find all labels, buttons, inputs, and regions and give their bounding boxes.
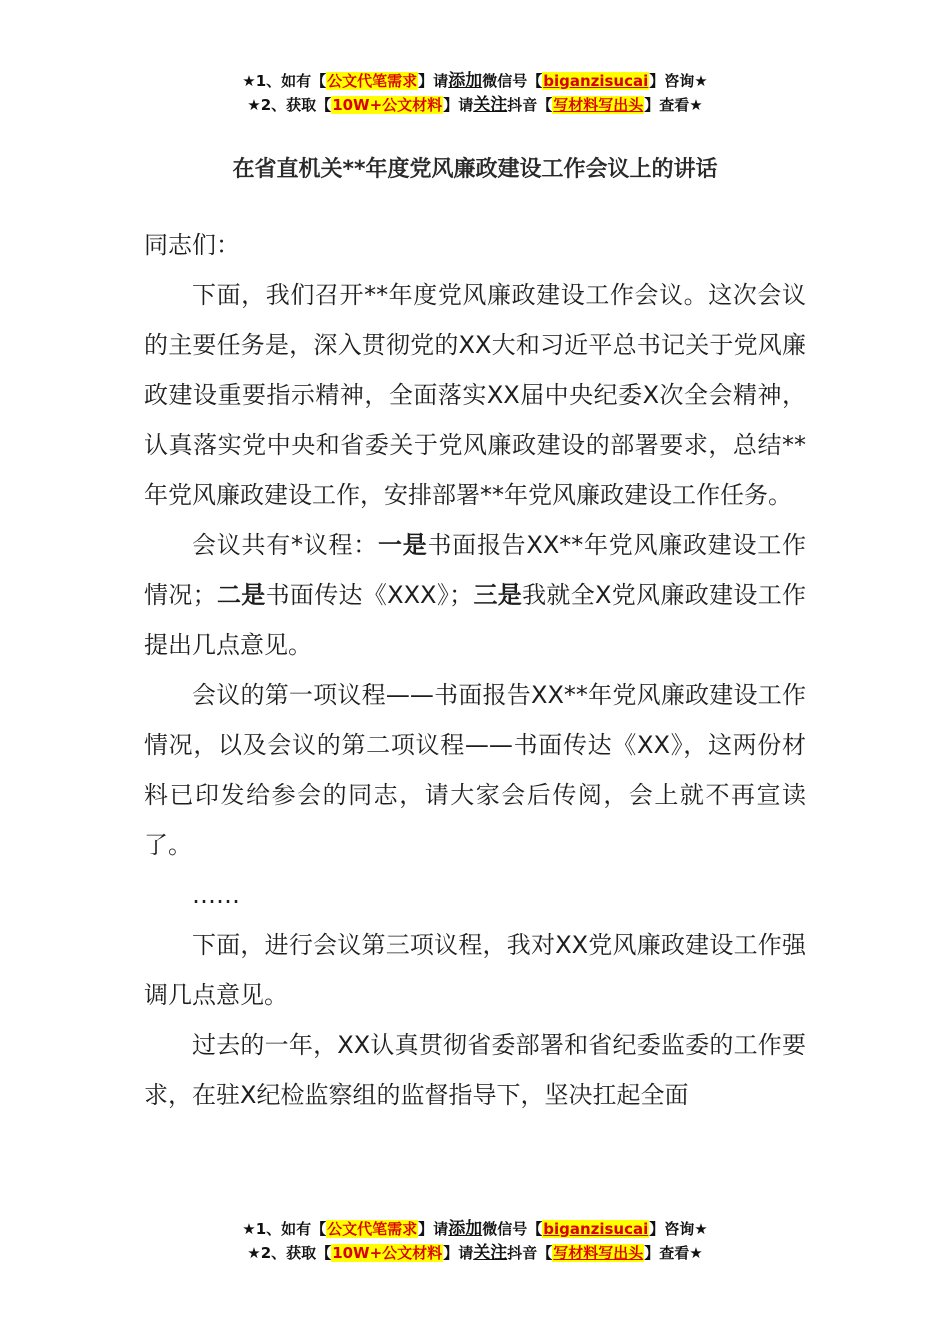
star-icon: ★	[247, 96, 261, 114]
promo-line-1: ★1、如有【公文代笔需求】请添加微信号【biganzisucai】咨询★	[242, 1219, 708, 1239]
highlight-writing-service: 公文代笔需求	[327, 72, 418, 90]
star-icon: ★	[689, 1244, 703, 1262]
paragraph-3: 会议的第一项议程——书面报告XX**年党风廉政建设工作情况，以及会议的第二项议程——书面传达《XX》，这两份材料已印发给参会的同志，请大家会后传阅，会上就不再宣读了。	[144, 681, 806, 859]
highlight-materials: 10W+公文材料	[332, 96, 443, 114]
paragraph-ellipsis: ……	[192, 881, 240, 909]
document-title: 在省直机关**年度党风廉政建设工作会议上的讲话	[232, 157, 718, 182]
promo-line-2: ★2、获取【10W+公文材料】请关注抖音【写材料写出头】查看★	[247, 95, 703, 115]
promo-banner-top	[0, 69, 950, 117]
star-icon: ★	[689, 96, 703, 114]
highlight-douyin-id: 写材料写出头	[553, 1244, 644, 1262]
salutation: 同志们：	[144, 231, 240, 259]
document-body	[144, 220, 806, 1120]
star-icon: ★	[694, 1220, 708, 1238]
highlight-writing-service: 公文代笔需求	[327, 1220, 418, 1238]
promo-line-2: ★2、获取【10W+公文材料】请关注抖音【写材料写出头】查看★	[247, 1243, 703, 1263]
promo-banner-bottom	[0, 1217, 950, 1265]
paragraph-5: 下面，进行会议第三项议程，我对XX党风廉政建设工作强调几点意见。	[144, 931, 806, 1009]
promo-line-1: ★1、如有【公文代笔需求】请添加微信号【biganzisucai】咨询★	[242, 71, 708, 91]
highlight-materials: 10W+公文材料	[332, 1244, 443, 1262]
paragraph-1: 下面，我们召开**年度党风廉政建设工作会议。这次会议的主要任务是，深入贯彻党的XX大和习近平总书记关于党风廉政建设重要指示精神，全面落实XX届中央纪委X次全会精神，认真落实党中央和省委关于党风廉政建设的部署要求，总结**年党风廉政建设工作，安排部署**年党风廉政建设工作任务。	[144, 281, 806, 509]
star-icon: ★	[242, 1220, 256, 1238]
star-icon: ★	[242, 72, 256, 90]
paragraph-2: 会议共有*议程：一是书面报告XX**年党风廉政建设工作情况；二是书面传达《XXX》；三是我就全X党风廉政建设工作提出几点意见。	[144, 531, 807, 659]
star-icon: ★	[694, 72, 708, 90]
highlight-wechat-id: biganzisucai	[543, 1220, 649, 1238]
star-icon: ★	[247, 1244, 261, 1262]
paragraph-6: 过去的一年，XX认真贯彻省委部署和省纪委监委的工作要求，在驻X纪检监察组的监督指导下，坚决扛起全面	[144, 1031, 806, 1109]
highlight-wechat-id: biganzisucai	[543, 72, 649, 90]
highlight-douyin-id: 写材料写出头	[553, 96, 644, 114]
